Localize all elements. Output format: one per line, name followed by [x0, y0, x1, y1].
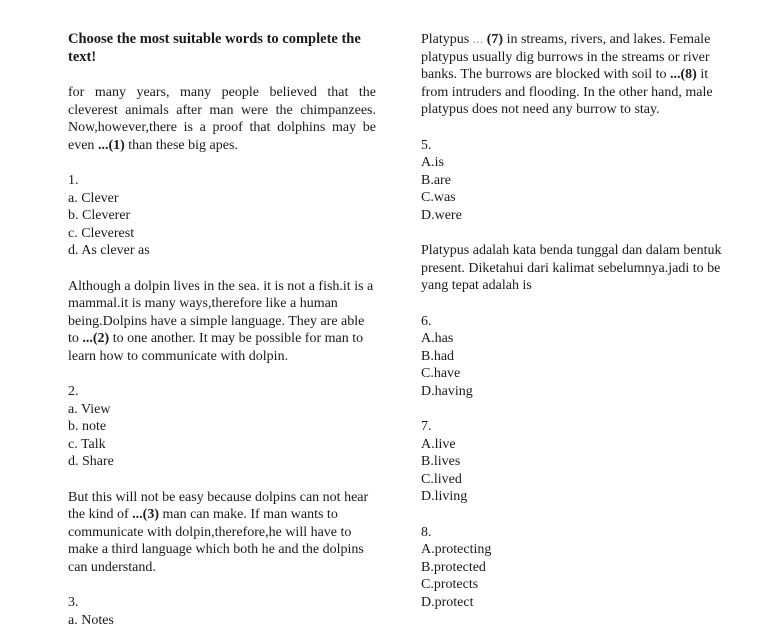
- option[interactable]: C.was: [421, 190, 456, 205]
- option[interactable]: B.lives: [421, 454, 461, 469]
- option[interactable]: A.protecting: [421, 542, 492, 557]
- paragraph-1: [68, 84, 376, 154]
- option[interactable]: D.having: [421, 383, 473, 399]
- blank-3: ...(3): [132, 507, 159, 522]
- question-7: [421, 418, 733, 506]
- option[interactable]: d. Share: [68, 454, 114, 469]
- option[interactable]: b. Cleverer: [68, 208, 131, 223]
- question-8: [421, 524, 733, 612]
- paragraph-3: [68, 489, 376, 577]
- paragraph-1-text-b: than these big apes.: [124, 137, 238, 153]
- option[interactable]: B.are: [421, 172, 451, 188]
- option[interactable]: B.protected: [421, 559, 486, 575]
- instruction-title: Choose the most suitable words to complete the text!: [68, 31, 361, 65]
- blank-7: (7): [483, 32, 504, 47]
- blank-1: ...(1): [97, 137, 125, 153]
- question-2: [68, 383, 376, 471]
- explanation-note: Platypus adalah kata benda tunggal dan dalam bentuk present. Diketahui dari kalimat sebelumnya.jadi to be yang tepat adalah is: [421, 243, 722, 293]
- left-column: [68, 31, 376, 629]
- option[interactable]: a. Notes: [68, 612, 114, 628]
- blank-2: ...(2): [82, 331, 110, 346]
- question-5: [421, 137, 733, 225]
- question-number: 6.: [421, 313, 432, 329]
- question-number: 7.: [421, 419, 432, 434]
- question-number: 1.: [68, 173, 79, 188]
- option[interactable]: A.is: [421, 155, 444, 170]
- platypus-text-b: in streams, rivers, and lakes. Female platypus usually dig burrows in the streams or river banks. The burrows are blocked with soil to: [421, 32, 711, 82]
- paragraph-3-text-b: man can make. If man wants to communicate with dolpin,therefore,he will have to make a third language which both he and the dolpins can understand.: [68, 507, 364, 575]
- question-number: 3.: [68, 595, 79, 610]
- option[interactable]: D.were: [421, 207, 462, 223]
- option[interactable]: B.had: [421, 348, 455, 364]
- right-column: [421, 31, 733, 611]
- option[interactable]: a. View: [68, 401, 111, 417]
- paragraph-3-text-a: But this will not be easy because dolpins can not hear the kind of: [68, 489, 369, 522]
- paragraph-2-text-a: Although a dolpin lives in the sea. it is not a fish.it is a mammal.it is many ways,therefore like a human being.Dolpins have a simple language. They are able to: [68, 278, 374, 346]
- option[interactable]: c. Cleverest: [68, 225, 135, 241]
- question-number: 8.: [421, 524, 432, 540]
- option[interactable]: C.have: [421, 366, 461, 381]
- option[interactable]: b. note: [68, 419, 107, 434]
- option[interactable]: A.has: [421, 331, 454, 346]
- platypus-text-a: Platypus: [421, 32, 473, 47]
- option[interactable]: C.protects: [421, 577, 479, 592]
- option[interactable]: D.living: [421, 489, 468, 504]
- option[interactable]: c. Talk: [68, 436, 106, 452]
- blank-dots: ...: [472, 32, 484, 47]
- option[interactable]: d. As clever as: [68, 243, 150, 258]
- option[interactable]: C.lived: [421, 471, 462, 487]
- question-number: 2.: [68, 384, 79, 399]
- question-1: [68, 172, 376, 260]
- option[interactable]: D.protect: [421, 594, 474, 610]
- question-number: 5.: [421, 137, 432, 153]
- platypus-text-c: it from intruders and flooding. In the other hand, male platypus does not need any burrow to stay.: [421, 67, 713, 117]
- paragraph-1-text-a: for many years, many people believed that the cleverest animals after man were the chimpanzees. Now,however,there is a proof that dolphins may be even: [68, 85, 376, 153]
- option[interactable]: A.live: [421, 436, 456, 452]
- platypus-paragraph: [421, 31, 733, 119]
- question-6: [421, 313, 733, 401]
- paragraph-2: [68, 278, 376, 366]
- blank-8: ...(8): [669, 67, 697, 82]
- question-3: [68, 594, 376, 629]
- option[interactable]: a. Clever: [68, 190, 119, 206]
- paragraph-2-text-b: to one another. It may be possible for man to learn how to communicate with dolpin.: [68, 331, 364, 364]
